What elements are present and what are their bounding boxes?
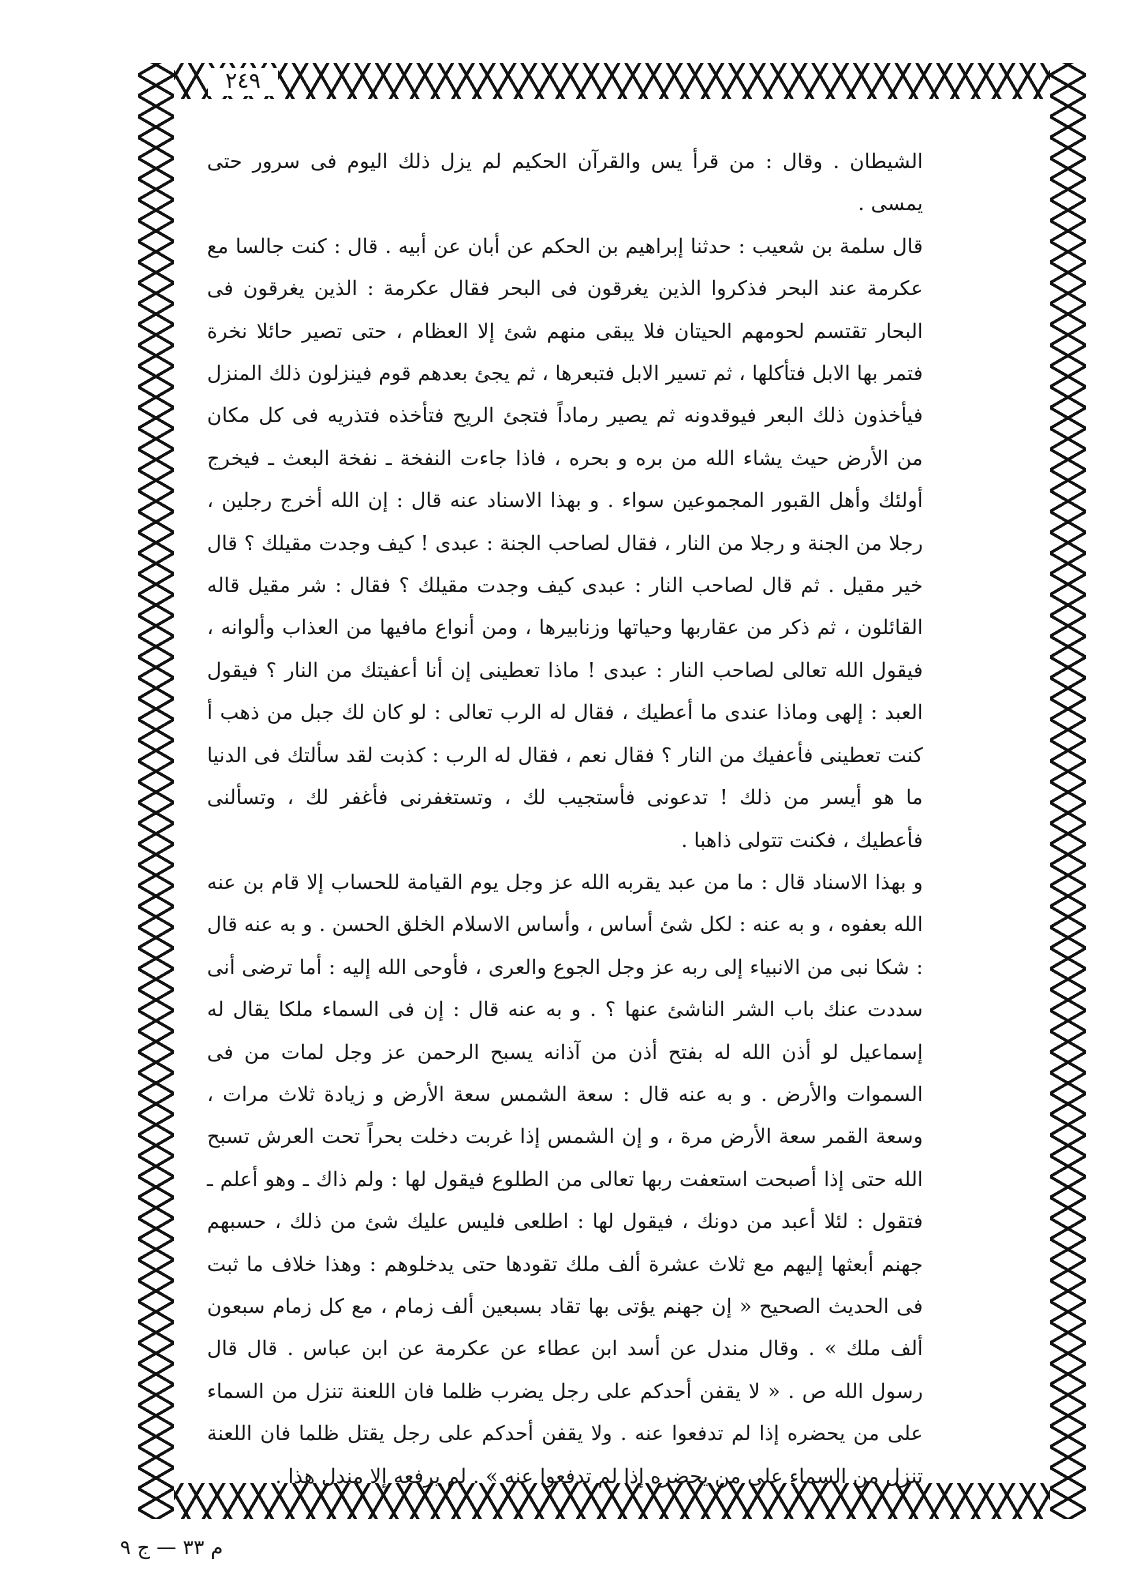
- ornamental-border-left: [138, 63, 174, 1519]
- page-number: ٢٤٩: [208, 68, 278, 96]
- paragraph: قال سلمة بن شعيب : حدثنا إبراهيم بن الحكم عن أبان عن أبيه . قال : كنت جالسا مع عكرمة عند البحر فذكروا الذين يغرقون فى البحر فقال عكرمة : الذين يغرقون فى البحار تقتسم لحومهم الحيتان فلا يبقى منهم شئ إلا العظام ، حتى تصير حائلا نخرة فتمر بها الابل فتأكلها ، ثم تسير الابل فتبعرها ، ثم يجئ بعدهم قوم فينزلون ذلك المنزل فيأخذون ذلك البعر فيوقدونه ثم يصير رماداً فتجئ الريح فتأخذه فتذريه فى كل مكان من الأرض حيث يشاء الله من بره و بحره ، فاذا جاءت النفخة ـ نفخة البعث ـ فيخرج أولئك وأهل القبور المجموعين سواء . و بهذا الاسناد عنه قال : إن الله أخرج رجلين ، رجلا من الجنة و رجلا من النار ، فقال لصاحب الجنة : عبدى ! كيف وجدت مقيلك ؟ قال خير مقيل . ثم قال لصاحب النار : عبدى كيف وجدت مقيلك ؟ فقال : شر مقيل قاله القائلون ، ثم ذكر من عقاربها وحياتها وزنابيرها ، ومن أنواع مافيها من العذاب وألوانه ، فيقول الله تعالى لصاحب النار : عبدى ! ماذا تعطينى إن أنا أعفيتك من النار ؟ فيقول العبد : إلهى وماذا عندى ما أعطيك ، فقال له الرب تعالى : لو كان لك جبل من ذهب أ كنت تعطينى فأعفيك من النار ؟ فقال نعم ، فقال له الرب : كذبت لقد سألتك فى الدنيا ما هو أيسر من ذلك ! تدعونى فأستجيب لك ، وتستغفرنى فأغفر لك ، وتسألنى فأعطيك ، فكنت تتولى ذاهبا .: [207, 233, 923, 852]
- paragraph: الشيطان . وقال : من قرأ يس والقرآن الحكيم لم يزل ذلك اليوم فى سرور حتى يمسى .: [207, 149, 923, 216]
- paragraph: و بهذا الاسناد قال : ما من عبد يقربه الله عز وجل يوم القيامة للحساب إلا قام بن عنه الله بعفوه ، و به عنه : لكل شئ أساس ، وأساس الاسلام الخلق الحسن . و به عنه قال : شكا نبى من الانبياء إلى ربه عز وجل الجوع والعرى ، فأوحى الله إليه : أما ترضى أنى سددت عنك باب الشر الناشئ عنها ؟ . و به عنه قال : إن فى السماء ملكا يقال له إسماعيل لو أذن الله له بفتح أذن من آذانه يسبح الرحمن عز وجل لمات من فى السموات والأرض . و به عنه قال : سعة الشمس سعة الأرض و زيادة ثلاث مرات ، وسعة القمر سعة الأرض مرة ، و إن الشمس إذا غربت دخلت بحراً تحت العرش تسبح الله حتى إذا أصبحت استعفت ربها تعالى من الطلوع فيقول لها : ولم ذاك ـ وهو أعلم ـ فتقول : لئلا أعبد من دونك ، فيقول لها : اطلعى فليس عليك شئ من ذلك ، حسبهم جهنم أبعثها إليهم مع ثلاث عشرة ألف ملك تقودها حتى يدخلوهم : وهذا خلاف ما ثبت فى الحديث الصحيح « إن جهنم يؤتى بها تقاد بسبعين ألف زمام ، مع كل زمام سبعون ألف ملك » . وقال مندل عن أسد ابن عطاء عن عكرمة عن ابن عباس . قال قال رسول الله ص . « لا يقفن أحدكم على رجل يضرب ظلما فان اللعنة تنزل من السماء على من يحضره إذا لم تدفعوا عنه . ولا يقفن أحدكم على رجل يقتل ظلما فان اللعنة تنزل من السماء على من يحضره إذا لم تدفعوا عنه » . لم يرفعه إلا مندل هذا .: [207, 869, 923, 1488]
- ornamental-border-right: [1050, 63, 1086, 1519]
- ornamental-border-top: [138, 63, 1086, 99]
- main-text: [207, 140, 923, 1488]
- footer-signature: م ٣٣ — ج ٩: [120, 1535, 223, 1559]
